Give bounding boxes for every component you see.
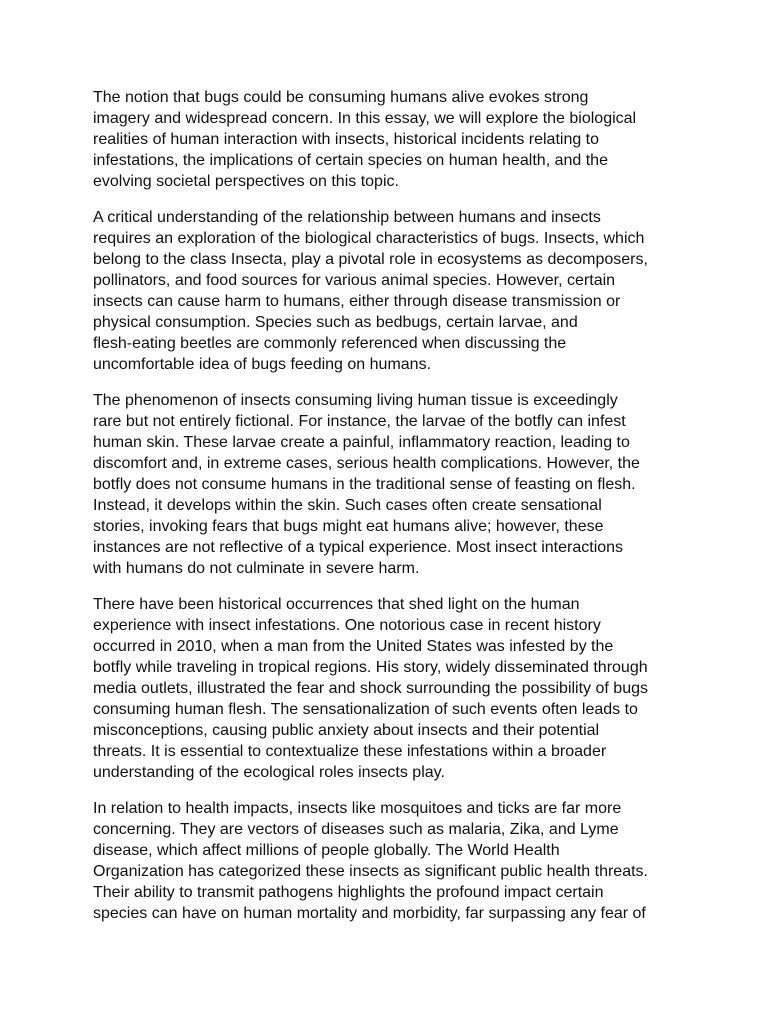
paragraph-health: In relation to health impacts, insects like mosquitoes and ticks are far more concerning. They are vectors of diseases such as malaria, Zika, and Lyme disease, which affect millions of people globally. The World Health Organization has categorized these insects as significant public health threats. Their ability to transmit pathogens highlights the profound impact certain species can have on human mortality and morbidity, far surpassing any fear of	[93, 800, 648, 922]
document-body	[93, 87, 693, 939]
paragraph-history: There have been historical occurrences that shed light on the human experience with insect infestations. One notorious case in recent history occurred in 2010, when a man from the United States was infested by the botfly while traveling in tropical regions. His story, widely disseminated through media outlets, illustrated the fear and shock surrounding the possibility of bugs consuming human flesh. The sensationalization of such events often leads to misconceptions, causing public anxiety about insects and their potential threats. It is essential to contextualize these infestations within a broader understanding of the ecological roles insects play.	[93, 596, 648, 781]
paragraph-intro: The notion that bugs could be consuming humans alive evokes strong imagery and widespread concern. In this essay, we will explore the biological realities of human interaction with insects, historical incidents relating to infestations, the implications of certain species on human health, and the evolving societal perspectives on this topic.	[93, 89, 637, 190]
paragraph-biology: A critical understanding of the relationship between humans and insects requires an exploration of the biological characteristics of bugs. Insects, which belong to the class Insecta, play a pivotal role in ecosystems as decomposers, pollinators, and food sources for various animal species. However, certain insects can cause harm to humans, either through disease transmission or physical consumption. Species such as bedbugs, certain larvae, and flesh-eating beetles are commonly referenced when discussing the uncomfortable idea of bugs feeding on humans.	[93, 209, 648, 373]
paragraph-phenomenon: The phenomenon of insects consuming living human tissue is exceedingly rare but not entirely fictional. For instance, the larvae of the botfly can infest human skin. These larvae create a painful, inflammatory reaction, leading to discomfort and, in extreme cases, serious health complications. However, the botfly does not consume humans in the traditional sense of feasting on flesh. Instead, it develops within the skin. Such cases often create sensational stories, invoking fears that bugs might eat humans alive; however, these instances are not reflective of a typical experience. Most insect interactions with humans do not culminate in severe harm.	[93, 392, 640, 577]
